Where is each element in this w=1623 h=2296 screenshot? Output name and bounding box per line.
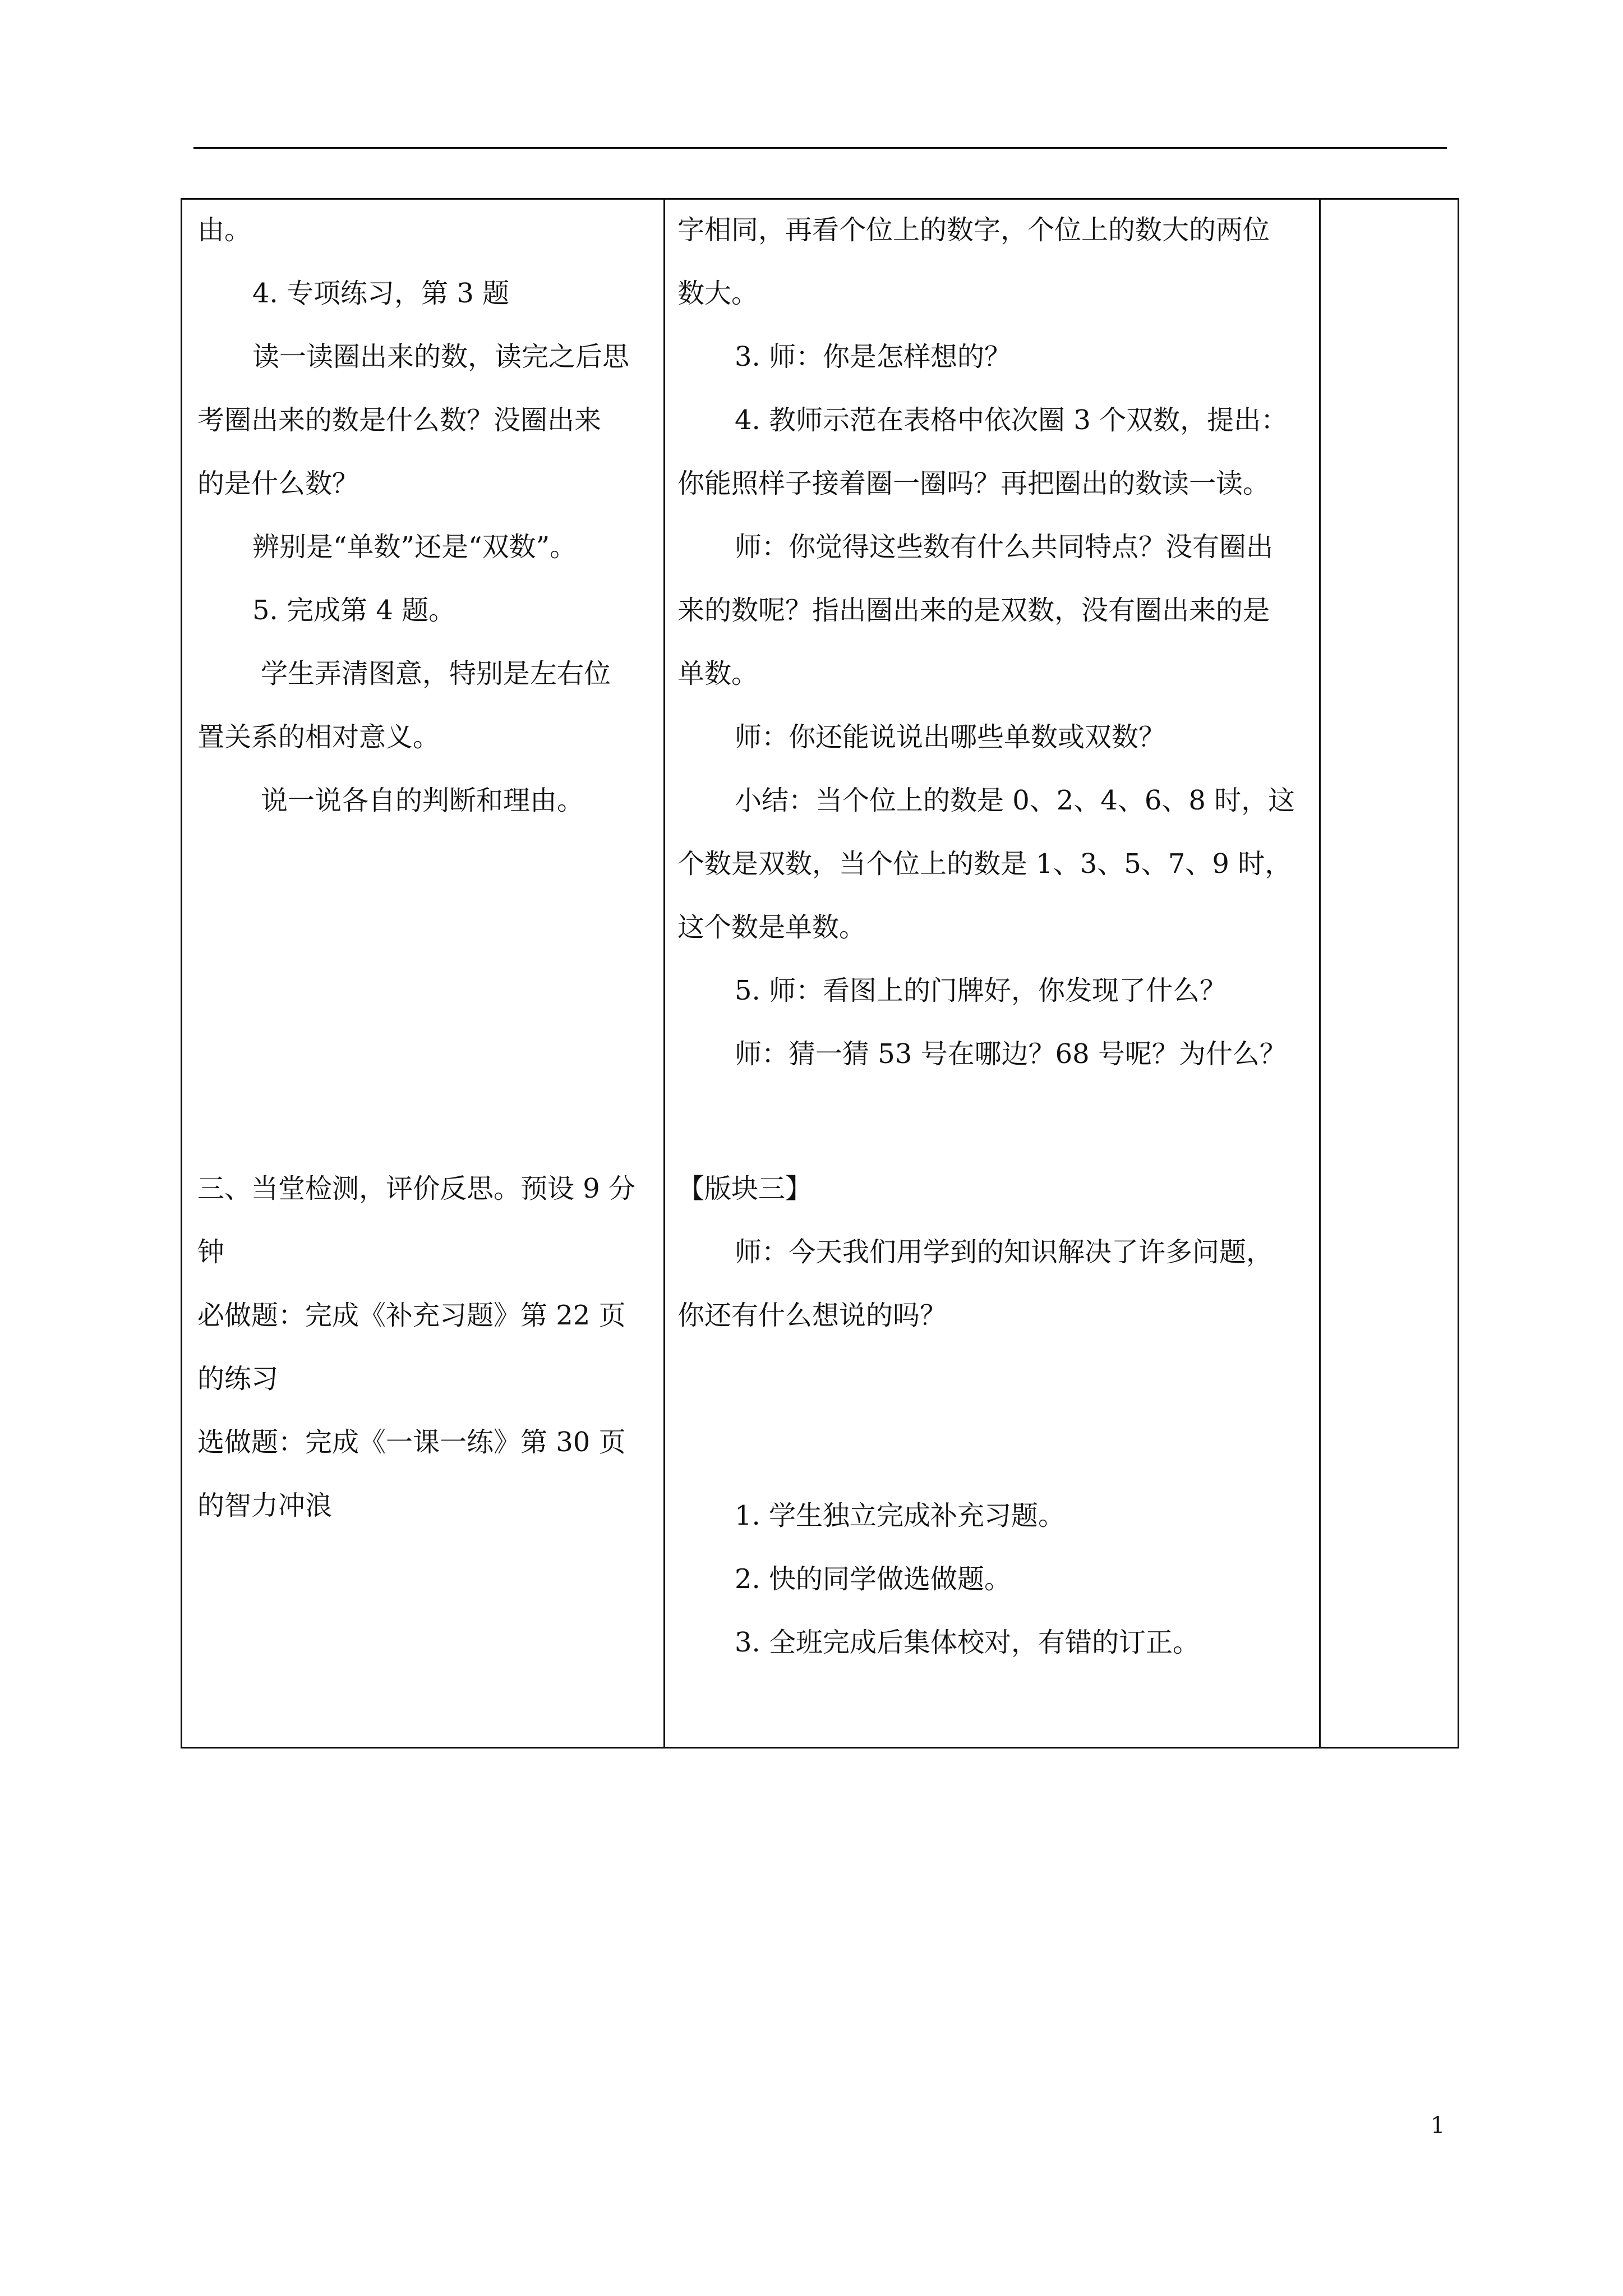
left-col-line: 读一读圈出来的数，读完之后思 bbox=[252, 341, 630, 372]
middle-col-line: 数大。 bbox=[677, 278, 759, 309]
left-col-line: 5. 完成第 4 题。 bbox=[252, 595, 456, 626]
middle-col-line: 你能照样子接着圈一圈吗？再把圈出的数读一读。 bbox=[677, 468, 1270, 499]
middle-col-line: 2. 快的同学做选做题。 bbox=[735, 1563, 1012, 1595]
left-col-line: 辨别是“单数”还是“双数”。 bbox=[252, 531, 577, 563]
left-col-line: 说一说各自的判断和理由。 bbox=[261, 785, 584, 816]
middle-col-line: 小结：当个位上的数是 0、2、4、6、8 时，这 bbox=[735, 785, 1295, 816]
middle-col-line: 3. 全班完成后集体校对，有错的订正。 bbox=[735, 1627, 1200, 1658]
column-divider-1 bbox=[663, 200, 665, 1747]
middle-col-line: 来的数呢？指出圈出来的是双数，没有圈出来的是 bbox=[677, 595, 1270, 626]
left-col-line: 钟 bbox=[197, 1236, 225, 1268]
middle-col-line: 师：你还能说说出哪些单数或双数？ bbox=[735, 721, 1166, 753]
left-col-line: 必做题：完成《补充习题》第 22 页 bbox=[197, 1300, 626, 1331]
middle-col-line: 5. 师：看图上的门牌好，你发现了什么？ bbox=[735, 975, 1227, 1006]
left-col-line: 考圈出来的数是什么数？没圈出来 bbox=[197, 404, 602, 436]
middle-col-line: 这个数是单数。 bbox=[677, 912, 866, 943]
header-rule bbox=[193, 147, 1447, 149]
middle-col-line: 师：你觉得这些数有什么共同特点？没有圈出 bbox=[735, 531, 1274, 563]
middle-col-line: 3. 师：你是怎样想的？ bbox=[735, 341, 1012, 372]
page-number: 1 bbox=[1431, 2113, 1445, 2138]
middle-col-line: 师：猜一猜 53 号在哪边？68 号呢？为什么？ bbox=[735, 1038, 1287, 1070]
left-col-line: 选做题：完成《一课一练》第 30 页 bbox=[197, 1427, 626, 1458]
middle-col-line: 你还有什么想说的吗？ bbox=[677, 1300, 947, 1331]
middle-col-line: 单数。 bbox=[677, 658, 759, 689]
middle-col-line: 个数是双数，当个位上的数是 1、3、5、7、9 时， bbox=[677, 848, 1292, 880]
column-divider-2 bbox=[1319, 200, 1321, 1747]
left-col-line: 的是什么数？ bbox=[197, 468, 359, 499]
left-col-line: 4. 专项练习，第 3 题 bbox=[252, 278, 510, 309]
left-col-line: 学生弄清图意，特别是左右位 bbox=[261, 658, 611, 689]
section-heading: 【版块三】 bbox=[677, 1173, 813, 1204]
left-col-line: 由。 bbox=[197, 214, 252, 246]
left-col-line: 三、当堂检测，评价反思。预设 9 分 bbox=[197, 1173, 636, 1204]
middle-col-line: 1. 学生独立完成补充习题。 bbox=[735, 1500, 1066, 1531]
left-col-line: 的智力冲浪 bbox=[197, 1490, 333, 1521]
middle-col-line: 4. 教师示范在表格中依次圈 3 个双数，提出： bbox=[735, 404, 1288, 436]
left-col-line: 的练习 bbox=[197, 1363, 279, 1395]
middle-col-line: 字相同，再看个位上的数字，个位上的数大的两位 bbox=[677, 214, 1270, 246]
left-col-line: 置关系的相对意义。 bbox=[197, 721, 440, 753]
middle-col-line: 师：今天我们用学到的知识解决了许多问题， bbox=[735, 1236, 1274, 1268]
